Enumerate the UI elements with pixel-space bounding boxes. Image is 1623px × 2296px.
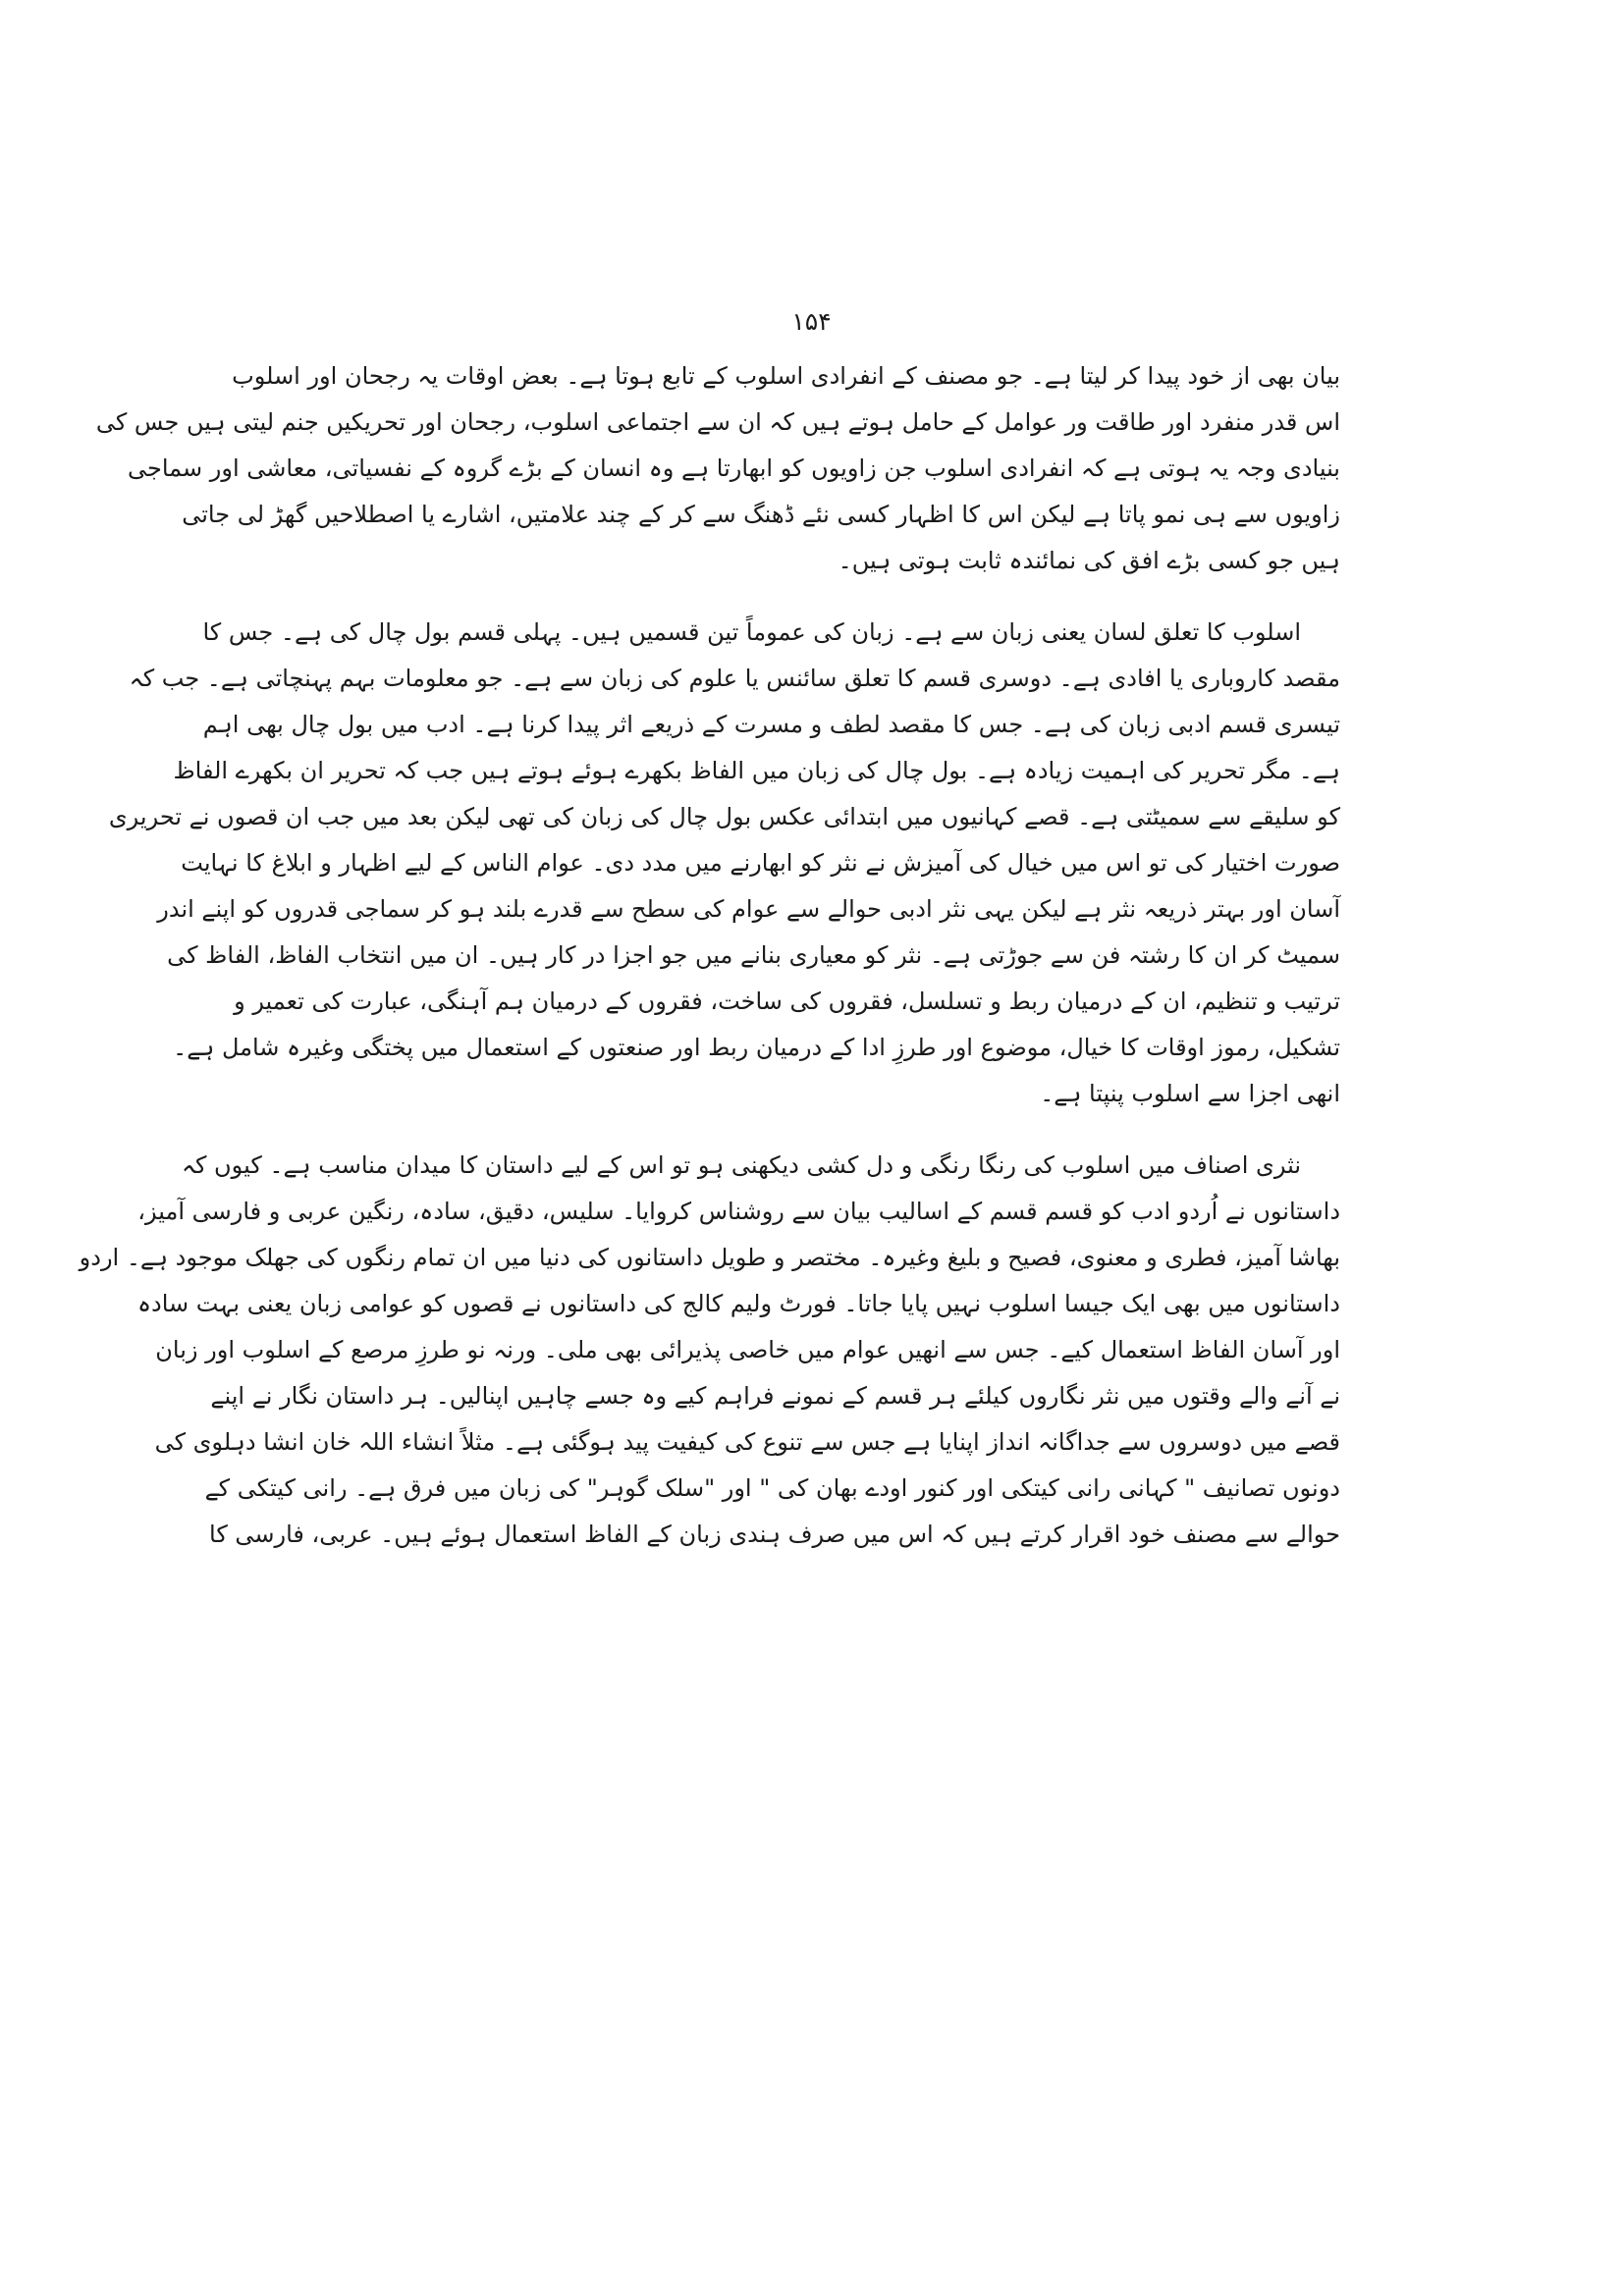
text-line: بھاشا آمیز، فطری و معنوی، فصیح و بلیغ وغیرہ۔ مختصر و طویل داستانوں کی دنیا میں ان تمام رنگوں کی جھلک موجود ہے۔ اردو [79, 1244, 1340, 1271]
text-line: تیسری قسم ادبی زبان کی ہے۔ جس کا مقصد لطف و مسرت کے ذریعے اثر پیدا کرنا ہے۔ ادب میں بول چال بھی اہم [202, 711, 1340, 738]
text-line: صورت اختیار کی تو اس میں خیال کی آمیزش نے نثر کو ابھارنے میں مدد دی۔ عوام الناس کے لیے اظہار و ابلاغ کا نہایت [181, 849, 1340, 877]
text-line: ہیں جو کسی بڑے افق کی نمائندہ ثابت ہوتی ہیں۔ [838, 547, 1340, 574]
text-line: قصے میں دوسروں سے جداگانہ انداز اپنایا ہے جس سے تنوع کی کیفیت پید ہوگئی ہے۔ مثلاً انشاء اللہ خان انشا دہلوی کی [154, 1428, 1340, 1456]
text-line: بیان بھی از خود پیدا کر لیتا ہے۔ جو مصنف کے انفرادی اسلوب کے تابع ہوتا ہے۔ بعض اوقات یہ رجحان اور اسلوب [232, 362, 1340, 390]
text-line: آسان اور بہتر ذریعہ نثر ہے لیکن یہی نثر ادبی حوالے سے عوام کی سطح سے قدرے بلند ہو کر سماجی قدروں کو اپنے اندر [157, 895, 1340, 923]
text-line: انھی اجزا سے اسلوب پنپتا ہے۔ [1040, 1080, 1340, 1107]
text-line: نثری اصناف میں اسلوب کی رنگا رنگی و دل کشی دیکھنی ہو تو اس کے لیے داستان کا میدان مناسب ہے۔ کیوں کہ [181, 1151, 1301, 1179]
text-line: ہے۔ مگر تحریر کی اہمیت زیادہ ہے۔ بول چال کی زبان میں الفاظ بکھرے ہوئے ہوتے ہیں جب کہ تحریر ان بکھرے الفاظ [173, 757, 1340, 784]
text-line: سمیٹ کر ان کا رشتہ فن سے جوڑتی ہے۔ نثر کو معیاری بنانے میں جو اجزا در کار ہیں۔ ان میں انتخاب الفاظ، الفاظ کی [167, 941, 1340, 969]
text-line: تشکیل، رموز اوقات کا خیال، موضوع اور طرزِ ادا کے درمیان ربط اور صنعتوں کے استعمال میں پختگی وغیرہ شامل ہے۔ [173, 1034, 1340, 1061]
text-line: داستانوں میں بھی ایک جیسا اسلوب نہیں پایا جاتا۔ فورٹ ولیم کالج کی داستانوں نے قصوں کو عوامی زبان یعنی بہت سادہ [136, 1290, 1340, 1317]
text-line: نے آنے والے وقتوں میں نثر نگاروں کیلئے ہر قسم کے نمونے فراہم کیے وہ جسے چاہیں اپنالیں۔ ہر داستان نگار نے اپنے [210, 1382, 1340, 1410]
text-line: ترتیب و تنظیم، ان کے درمیان ربط و تسلسل، فقروں کی ساخت، فقروں کے درمیان ہم آہنگی، عبارت کی تعمیر و [234, 988, 1340, 1015]
page-number: ۱۵۴ [791, 307, 832, 336]
text-line: اس قدر منفرد اور طاقت ور عوامل کے حامل ہوتے ہیں کہ ان سے اجتماعی اسلوب، رجحان اور تحریکیں جنم لیتی ہیں جس کی [95, 408, 1340, 436]
text-line: مقصد کاروباری یا افادی ہے۔ دوسری قسم کا تعلق سائنس یا علوم کی زبان سے ہے۔ جو معلومات بہم پہنچاتی ہے۔ جب کہ [129, 665, 1340, 692]
text-line: دونوں تصانیف " کہانی رانی کیتکی اور کنور اودے بھان کی " اور "سلک گوہر" کی زبان میں فرق ہے۔ رانی کیتکی کے [204, 1474, 1340, 1502]
text-line: اور آسان الفاظ استعمال کیے۔ جس سے انھیں عوام میں خاصی پذیرائی بھی ملی۔ ورنہ نو طرزِ مرصع کے اسلوب اور زبان [155, 1336, 1340, 1363]
text-line: بنیادی وجہ یہ ہوتی ہے کہ انفرادی اسلوب جن زاویوں کو ابھارتا ہے وہ انسان کے بڑے گروہ کے نفسیاتی، معاشی اور سماجی [128, 454, 1340, 482]
text-line: اسلوب کا تعلق لسان یعنی زبان سے ہے۔ زبان کی عموماً تین قسمیں ہیں۔ پہلی قسم بول چال کی ہے۔ جس کا [202, 618, 1301, 646]
body-text [79, 353, 1340, 1558]
text-line: حوالے سے مصنف خود اقرار کرتے ہیں کہ اس میں صرف ہندی زبان کے الفاظ استعمال ہوئے ہیں۔ عربی، فارسی کا [209, 1521, 1340, 1548]
text-line: زاویوں سے ہی نمو پاتا ہے لیکن اس کا اظہار کسی نئے ڈھنگ سے کر کے چند علامتیں، اشارے یا اصطلاحیں گھڑ لی جاتی [182, 501, 1340, 528]
paragraph-gap [290, 1117, 1340, 1143]
paragraph-gap [290, 584, 1340, 610]
text-line: داستانوں نے اُردو ادب کو قسم قسم کے اسالیب بیان سے روشناس کروایا۔ سلیس، دقیق، سادہ، رنگین عربی و فارسی آمیز، [137, 1198, 1340, 1225]
text-line: کو سلیقے سے سمیٹتی ہے۔ قصے کہانیوں میں ابتدائی عکس بول چال کی زبان کی تھی لیکن بعد میں جب ان قصوں نے تحریری [108, 803, 1340, 830]
